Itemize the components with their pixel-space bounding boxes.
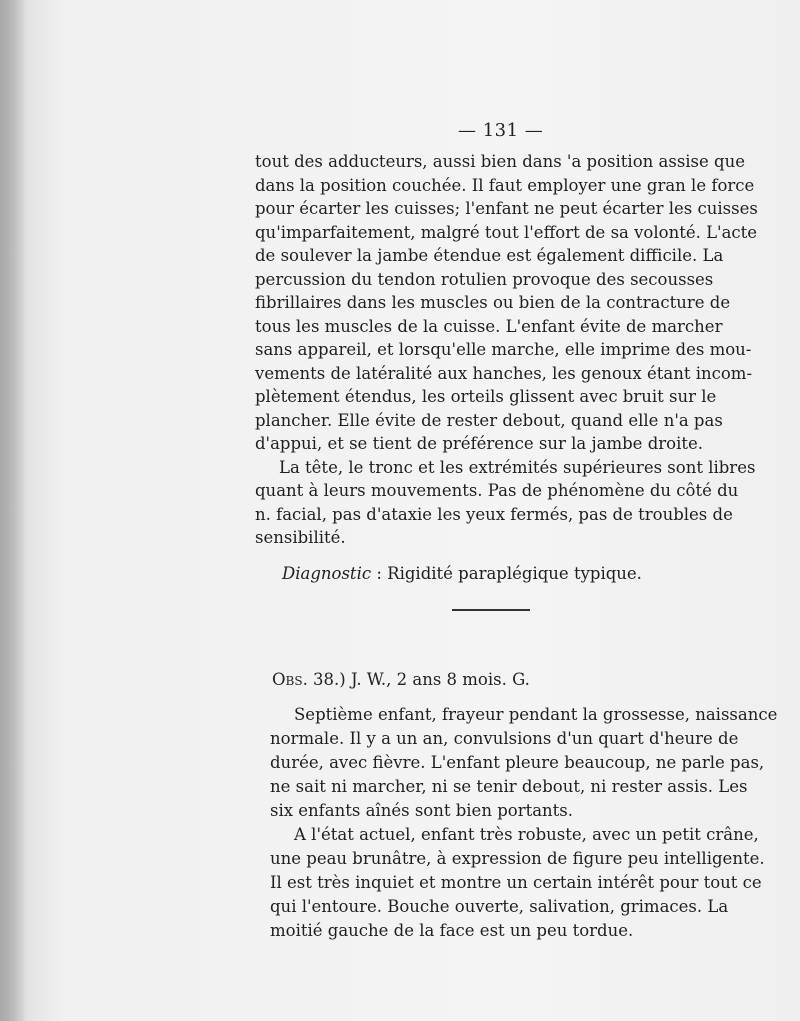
text-line: Septième enfant, frayeur pendant la grossesse, naissance	[294, 705, 778, 724]
diagnostic-label: Diagnostic	[282, 564, 372, 583]
observation-paragraph-1	[270, 703, 778, 823]
text-line: pour écarter les cuisses; l'enfant ne peut écarter les cuisses	[255, 199, 758, 218]
text-line: dans la position couchée. Il faut employer une gran le force	[255, 175, 755, 195]
text-line: Il est très inquiet et montre un certain intérêt pour tout ce	[270, 873, 762, 892]
text-line: tous les muscles de la cuisse. L'enfant évite de marcher	[255, 316, 723, 336]
text-line: une peau brunâtre, à expression de figure peu intelligente.	[270, 849, 765, 868]
text-line: fibrillaires dans les muscles ou bien de la contracture de	[255, 293, 731, 312]
text-line: sans appareil, et lorsqu'elle marche, elle imprime des mou-	[255, 340, 752, 359]
text-line: percussion du tendon rotulien provoque des secousses	[255, 269, 714, 289]
text-line: La tête, le tronc et les extrémités supérieures sont libres	[279, 457, 756, 477]
paragraph-1	[255, 150, 758, 456]
gutter-shadow	[0, 0, 26, 1021]
section-divider	[452, 609, 530, 611]
diagnostic-separator: :	[371, 564, 388, 583]
text-line: vements de latéralité aux hanches, les genoux étant incom-	[255, 363, 753, 383]
text-line: qui l'entoure. Bouche ouverte, salivation, grimaces. La	[270, 897, 729, 916]
text-line: ne sait ni marcher, ni se tenir debout, ni rester assis. Les	[270, 777, 748, 796]
text-line: quant à leurs mouvements. Pas de phénomène du côté du	[255, 481, 739, 500]
observation-label: Obs.	[272, 670, 308, 689]
text-line: tout des adducteurs, aussi bien dans 'a position assise que	[255, 152, 745, 171]
observation-text	[270, 703, 778, 943]
text-line: six enfants aînés sont bien portants.	[270, 801, 574, 820]
observation-heading	[272, 670, 530, 689]
text-line: durée, avec fièvre. L'enfant pleure beaucoup, ne parle pas,	[270, 753, 765, 772]
paragraph-2	[255, 456, 755, 550]
diagnostic-line	[282, 564, 642, 583]
text-line: A l'état actuel, enfant très robuste, avec un petit crâne,	[294, 825, 759, 844]
main-text	[255, 150, 758, 550]
text-line: moitié gauche de la face est un peu tordue.	[270, 921, 634, 940]
text-line: plètement étendus, les orteils glissent avec bruit sur le	[255, 387, 717, 406]
diagnostic-text: Rigidité paraplégique typique.	[387, 564, 642, 583]
observation-heading-text: 38.) J. W., 2 ans 8 mois. G.	[307, 670, 530, 689]
page-number: — 131 —	[458, 120, 544, 141]
text-line: sensibilité.	[255, 528, 346, 547]
text-line: n. facial, pas d'ataxie les yeux fermés, pas de troubles de	[255, 504, 733, 524]
text-line: qu'imparfaitement, malgré tout l'effort de sa volonté. L'acte	[255, 222, 758, 242]
text-line: de soulever la jambe étendue est également difficile. La	[255, 246, 724, 265]
observation-paragraph-2	[270, 823, 765, 943]
text-line: plancher. Elle évite de rester debout, quand elle n'a pas	[255, 410, 723, 430]
text-line: d'appui, et se tient de préférence sur la jambe droite.	[255, 434, 703, 453]
text-line: normale. Il y a un an, convulsions d'un quart d'heure de	[270, 729, 739, 748]
